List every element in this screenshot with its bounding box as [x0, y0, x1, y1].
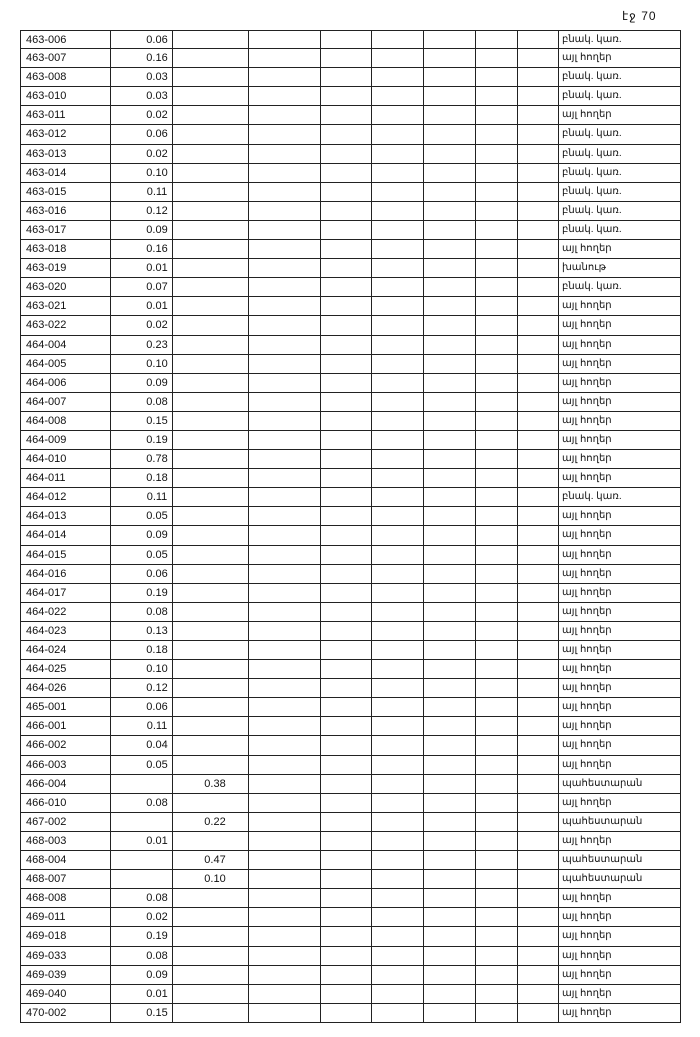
table-row [20, 966, 681, 985]
parcel-code: 464-006 [26, 376, 67, 389]
land-type: այլ հողեր [562, 930, 612, 942]
land-type: այլ հողեր [562, 548, 612, 560]
land-type: այլ հողեր [562, 395, 612, 407]
table-row [20, 889, 681, 908]
area-value-2 [195, 717, 235, 735]
parcel-code: 464-012 [26, 491, 67, 504]
parcel-code: 464-016 [26, 567, 67, 580]
area-value [132, 870, 182, 888]
land-type: պահեստարան [562, 873, 643, 885]
parcel-code: 468-003 [26, 834, 67, 847]
area-value: 0.01 [146, 300, 168, 313]
table-row [20, 469, 681, 488]
area-value-2 [195, 31, 235, 48]
area-value: 0.19 [146, 433, 168, 446]
area-value-2 [195, 164, 235, 182]
area-value: 0.19 [146, 586, 168, 599]
area-value: 0.09 [146, 376, 168, 389]
land-type: այլ հողեր [562, 453, 612, 465]
parcel-code: 464-005 [26, 357, 67, 370]
area-value-2 [195, 145, 235, 163]
parcel-code: 464-026 [26, 682, 67, 695]
parcel-code: 464-007 [26, 395, 67, 408]
land-type: այլ հողեր [562, 949, 612, 961]
parcel-code: 463-018 [26, 243, 67, 256]
area-value-2 [195, 297, 235, 315]
table-row [20, 927, 681, 946]
area-value-2: 0.10 [204, 873, 226, 886]
area-value-2: 0.47 [204, 854, 226, 867]
table-row [20, 947, 681, 966]
area-value: 0.12 [146, 682, 168, 695]
area-value: 0.02 [146, 109, 168, 122]
area-value-2 [195, 966, 235, 984]
area-value-2 [195, 756, 235, 774]
table-row [20, 68, 681, 87]
parcel-code: 469-039 [26, 968, 67, 981]
parcel-code: 468-004 [26, 854, 67, 867]
table-row [20, 87, 681, 106]
table-row [20, 546, 681, 565]
area-value [132, 775, 182, 793]
land-type: այլ հողեր [562, 472, 612, 484]
area-value: 0.15 [146, 1006, 168, 1019]
land-type: բնակ. կառ. [562, 491, 622, 503]
table-row [20, 660, 681, 679]
table-row [20, 756, 681, 775]
area-value: 0.15 [146, 414, 168, 427]
area-value: 0.05 [146, 758, 168, 771]
land-type: այլ հողեր [562, 357, 612, 369]
area-value-2 [195, 526, 235, 544]
area-value: 0.03 [146, 90, 168, 103]
area-value: 0.07 [146, 281, 168, 294]
area-value: 0.09 [146, 968, 168, 981]
parcel-code: 463-020 [26, 281, 67, 294]
land-type: այլ հողեր [562, 987, 612, 999]
area-value: 0.01 [146, 262, 168, 275]
area-value-2 [195, 431, 235, 449]
area-value-2 [195, 985, 235, 1003]
parcel-code: 463-019 [26, 262, 67, 275]
area-value: 0.23 [146, 338, 168, 351]
table-row [20, 240, 681, 259]
land-type: պահեստարան [562, 815, 643, 827]
parcel-code: 465-001 [26, 701, 67, 714]
table-row [20, 297, 681, 316]
area-value: 0.12 [146, 204, 168, 217]
area-value: 0.04 [146, 739, 168, 752]
parcel-code: 469-040 [26, 987, 67, 1000]
area-value-2 [195, 603, 235, 621]
area-value: 0.16 [146, 52, 168, 65]
area-value-2 [195, 698, 235, 716]
table-row [20, 622, 681, 641]
land-type: այլ հողեր [562, 300, 612, 312]
area-value: 0.02 [146, 911, 168, 924]
area-value: 0.06 [146, 128, 168, 141]
area-value-2 [195, 183, 235, 201]
parcel-code: 469-033 [26, 949, 67, 962]
area-value-2 [195, 412, 235, 430]
land-type: բնակ. կառ. [562, 223, 622, 235]
table-row [20, 431, 681, 450]
parcel-code: 463-021 [26, 300, 67, 313]
table-row [20, 450, 681, 469]
land-type: այլ հողեր [562, 414, 612, 426]
parcel-code: 464-017 [26, 586, 67, 599]
table-row [20, 775, 681, 794]
table-row [20, 488, 681, 507]
parcel-code: 463-014 [26, 166, 67, 179]
land-type: այլ հողեր [562, 644, 612, 655]
parcel-code: 464-004 [26, 338, 67, 351]
area-value-2 [195, 68, 235, 86]
land-type: բնակ. կառ. [562, 166, 622, 178]
land-type: բնակ. կառ. [562, 281, 622, 293]
area-value-2 [195, 660, 235, 678]
table-row [20, 49, 681, 68]
parcel-code: 463-010 [26, 90, 67, 103]
area-value-2 [195, 87, 235, 105]
area-value-2 [195, 469, 235, 487]
area-value-2 [195, 584, 235, 602]
parcel-code: 469-011 [26, 911, 66, 924]
area-value-2 [195, 641, 235, 659]
parcel-code: 464-023 [26, 624, 67, 637]
area-value-2 [195, 259, 235, 277]
area-value-2 [195, 393, 235, 411]
area-value: 0.02 [146, 147, 168, 160]
parcel-code: 464-013 [26, 510, 67, 523]
area-value-2 [195, 221, 235, 239]
area-value: 0.08 [146, 605, 168, 618]
area-value: 0.18 [146, 644, 168, 656]
table-row [20, 278, 681, 297]
land-type: այլ հողեր [562, 968, 612, 980]
area-value: 0.10 [146, 357, 168, 370]
land-type: պահեստարան [562, 854, 643, 866]
parcel-code: 463-016 [26, 204, 67, 217]
land-type: բնակ. կառ. [562, 147, 622, 159]
area-value-2 [195, 736, 235, 754]
parcel-code: 464-024 [26, 644, 67, 656]
land-type: այլ հողեր [562, 52, 612, 64]
area-value-2 [195, 240, 235, 258]
area-value: 0.05 [146, 510, 168, 523]
land-type: այլ հողեր [562, 319, 612, 331]
table-row [20, 565, 681, 584]
parcel-code: 468-007 [26, 873, 67, 886]
table-row [20, 641, 681, 660]
parcel-code: 470-002 [26, 1006, 67, 1019]
table-row [20, 832, 681, 851]
table-row [20, 374, 681, 393]
area-value-2 [195, 832, 235, 850]
land-type: բնակ. կառ. [562, 185, 622, 197]
area-value: 0.10 [146, 663, 168, 676]
parcel-code: 463-006 [26, 34, 67, 46]
area-value: 0.11 [146, 720, 168, 733]
area-value-2 [195, 125, 235, 143]
area-value-2 [195, 316, 235, 334]
area-value: 0.03 [146, 71, 168, 84]
parcel-code: 466-004 [26, 777, 67, 790]
area-value: 0.09 [146, 223, 168, 236]
area-value-2 [195, 794, 235, 812]
land-type: բնակ. կառ. [562, 34, 622, 45]
area-value: 0.01 [146, 834, 168, 847]
land-type: այլ հողեր [562, 510, 612, 522]
table-row [20, 851, 681, 870]
page-number: էջ 70 [622, 9, 657, 23]
area-value-2: 0.22 [204, 815, 226, 828]
table-row [20, 202, 681, 221]
table-row [20, 794, 681, 813]
land-type: բնակ. կառ. [562, 71, 622, 83]
table-row [20, 507, 681, 526]
area-value-2 [195, 507, 235, 525]
land-type: այլ հողեր [562, 433, 612, 445]
land-type: այլ հողեր [562, 338, 612, 350]
land-type: այլ հողեր [562, 109, 612, 121]
table-row [20, 584, 681, 603]
parcel-code: 464-022 [26, 605, 67, 618]
area-value-2 [195, 49, 235, 67]
area-value: 0.16 [146, 243, 168, 256]
area-value [132, 813, 182, 831]
land-type: այլ հողեր [562, 376, 612, 388]
land-type: պահեստարան [562, 777, 643, 789]
area-value-2 [195, 1004, 235, 1022]
area-value-2 [195, 355, 235, 373]
area-value-2 [195, 565, 235, 583]
area-value-2 [195, 488, 235, 506]
parcel-code: 464-010 [26, 453, 67, 466]
parcel-code: 463-008 [26, 71, 67, 84]
parcel-code: 464-025 [26, 663, 67, 676]
land-type: այլ հողեր [562, 739, 612, 751]
parcel-code: 464-008 [26, 414, 67, 427]
table-row [20, 985, 681, 1004]
table-row [20, 355, 681, 374]
parcel-code: 463-022 [26, 319, 67, 332]
parcel-code: 463-011 [26, 109, 66, 122]
table-row [20, 698, 681, 717]
area-value: 0.06 [146, 567, 168, 580]
table-row [20, 221, 681, 240]
parcel-code: 464-011 [26, 472, 66, 485]
land-type: այլ հողեր [562, 586, 612, 598]
area-value: 0.02 [146, 319, 168, 332]
area-value: 0.19 [146, 930, 168, 943]
area-value: 0.10 [146, 166, 168, 179]
area-value-2 [195, 889, 235, 907]
area-value [132, 851, 182, 869]
area-value: 0.06 [146, 34, 168, 46]
land-type: այլ հողեր [562, 243, 612, 255]
area-value: 0.11 [146, 185, 168, 198]
land-type: այլ հողեր [562, 1006, 612, 1018]
table-row [20, 145, 681, 164]
land-table [20, 30, 681, 1023]
area-value-2 [195, 927, 235, 945]
land-type: խանութ [562, 262, 606, 274]
table-row [20, 717, 681, 736]
table-row [20, 164, 681, 183]
area-value-2 [195, 908, 235, 926]
table-row [20, 393, 681, 412]
table-row [20, 259, 681, 278]
land-type: այլ հողեր [562, 758, 612, 770]
table-row [20, 679, 681, 698]
area-value: 0.11 [146, 491, 168, 504]
land-type: այլ հողեր [562, 701, 612, 713]
area-value-2 [195, 202, 235, 220]
table-row [20, 526, 681, 545]
table-row [20, 336, 681, 355]
area-value: 0.08 [146, 395, 168, 408]
area-value: 0.05 [146, 548, 168, 561]
area-value-2 [195, 450, 235, 468]
land-type: այլ հողեր [562, 911, 612, 923]
area-value: 0.01 [146, 987, 168, 1000]
area-value: 0.08 [146, 796, 168, 809]
land-type: բնակ. կառ. [562, 128, 622, 140]
parcel-code: 466-010 [26, 796, 67, 809]
area-value-2 [195, 679, 235, 697]
parcel-code: 464-009 [26, 433, 67, 446]
area-value-2 [195, 622, 235, 640]
table-row [20, 106, 681, 125]
land-type: այլ հողեր [562, 624, 612, 636]
table-row [20, 870, 681, 889]
area-value-2 [195, 374, 235, 392]
table-row [20, 183, 681, 202]
table-row [20, 316, 681, 335]
land-type: այլ հողեր [562, 720, 612, 732]
area-value: 0.13 [146, 624, 168, 637]
land-type: այլ հողեր [562, 663, 612, 675]
area-value: 0.08 [146, 892, 168, 905]
parcel-code: 463-012 [26, 128, 67, 141]
area-value: 0.78 [146, 453, 168, 466]
table-row [20, 1004, 681, 1023]
parcel-code: 466-001 [26, 720, 67, 733]
parcel-code: 463-015 [26, 185, 67, 198]
area-value: 0.08 [146, 949, 168, 962]
area-value-2 [195, 336, 235, 354]
area-value-2 [195, 546, 235, 564]
table-row [20, 813, 681, 832]
area-value: 0.09 [146, 529, 168, 542]
land-type: այլ հողեր [562, 892, 612, 904]
area-value-2 [195, 947, 235, 965]
land-type: այլ հողեր [562, 796, 612, 808]
land-type: բնակ. կառ. [562, 90, 622, 102]
parcel-code: 466-003 [26, 758, 67, 771]
area-value-2 [195, 278, 235, 296]
table-row [20, 736, 681, 755]
land-type: բնակ. կառ. [562, 204, 622, 216]
table-row [20, 30, 681, 49]
parcel-code: 468-008 [26, 892, 67, 905]
table-row [20, 125, 681, 144]
area-value: 0.18 [146, 472, 168, 485]
parcel-code: 463-017 [26, 223, 67, 236]
parcel-code: 464-014 [26, 529, 67, 542]
area-value: 0.06 [146, 701, 168, 714]
table-row [20, 603, 681, 622]
land-type: այլ հողեր [562, 605, 612, 617]
parcel-code: 469-018 [26, 930, 67, 943]
table-row [20, 908, 681, 927]
table-row [20, 412, 681, 431]
parcel-code: 463-007 [26, 52, 67, 65]
land-type: այլ հողեր [562, 834, 612, 846]
parcel-code: 464-015 [26, 548, 67, 561]
area-value-2 [195, 106, 235, 124]
area-value-2: 0.38 [204, 777, 226, 790]
land-type: այլ հողեր [562, 567, 612, 579]
parcel-code: 463-013 [26, 147, 67, 160]
land-type: այլ հողեր [562, 529, 612, 541]
parcel-code: 466-002 [26, 739, 67, 752]
land-type: այլ հողեր [562, 682, 612, 694]
parcel-code: 467-002 [26, 815, 67, 828]
